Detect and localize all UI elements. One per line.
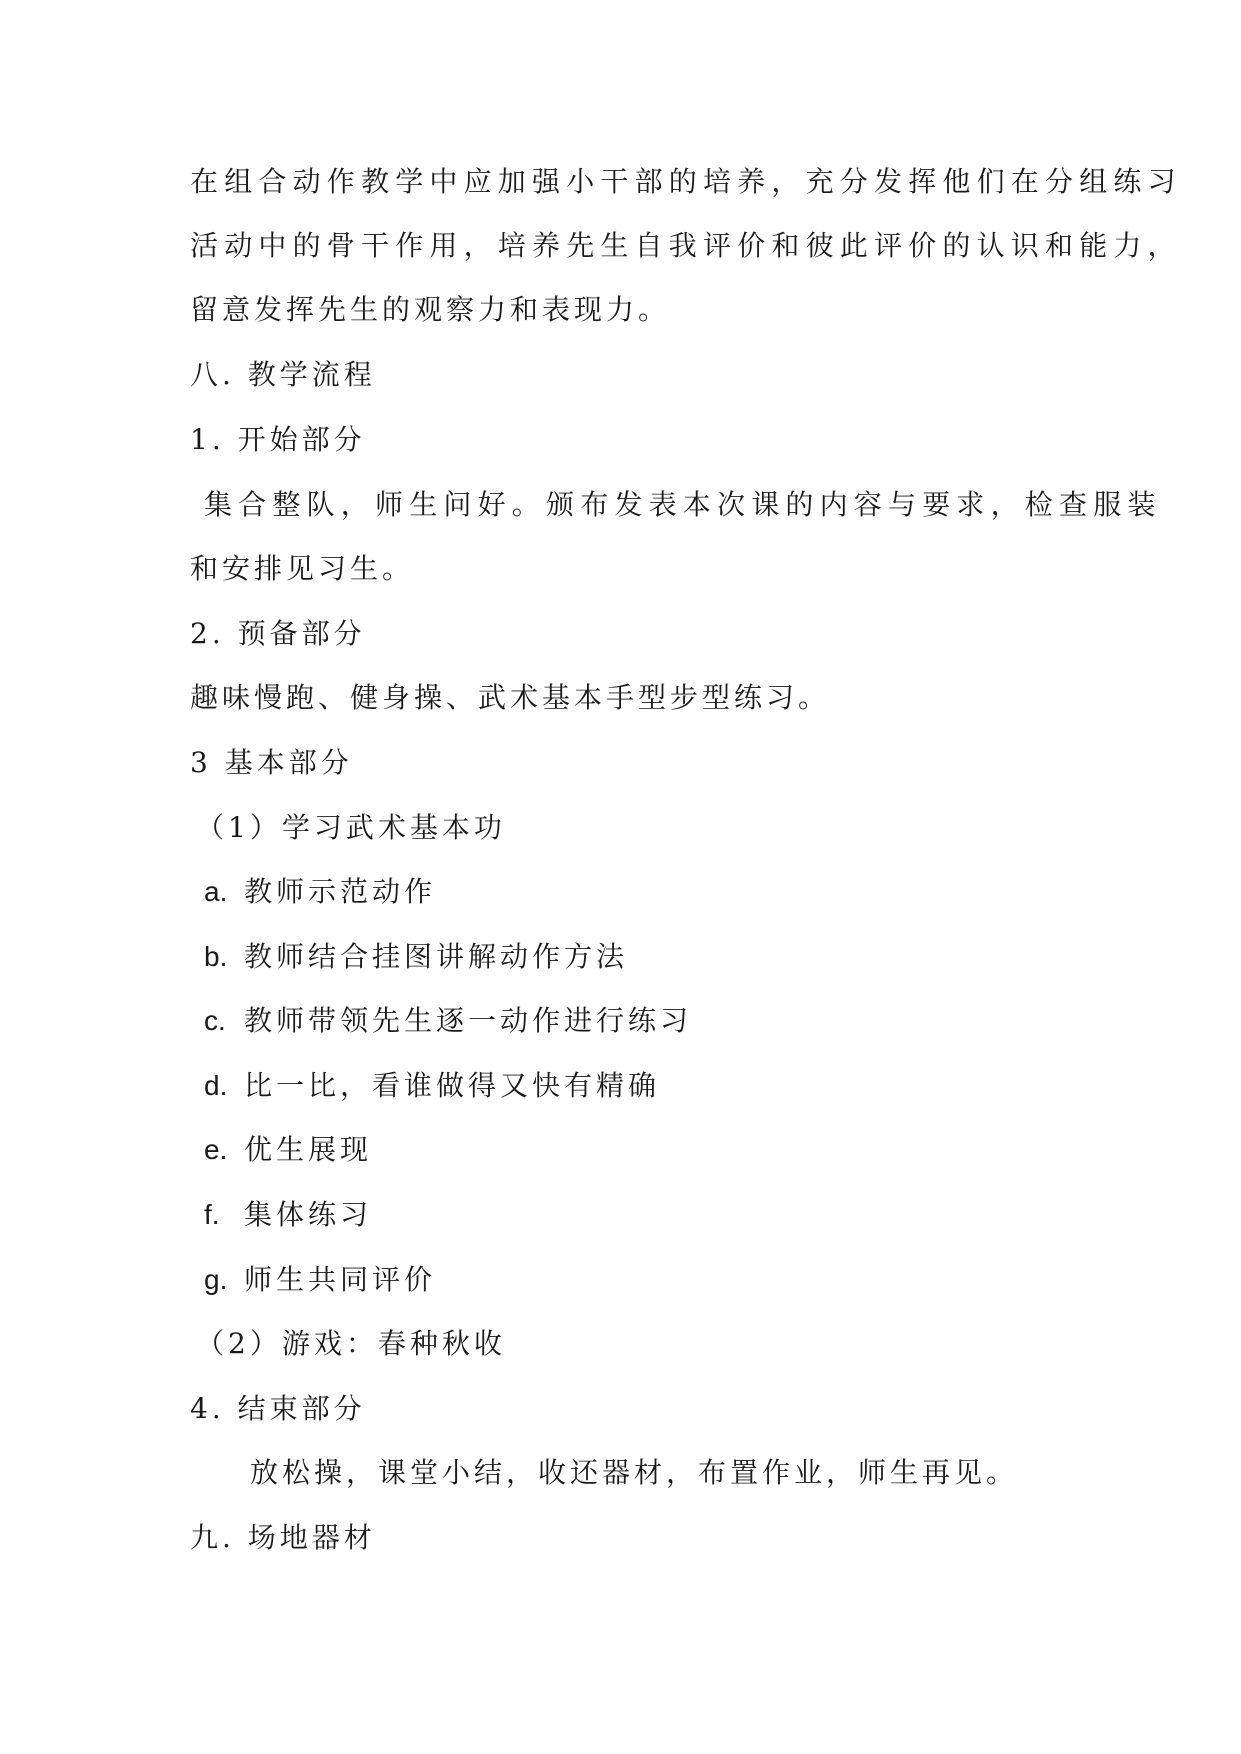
intro-line-3: 留意发挥先生的观察力和表现力。	[190, 293, 671, 326]
part-3-subsection-1: （1）学习武术基本功	[196, 811, 506, 844]
list-item-marker: d.	[204, 1070, 228, 1101]
part-1-text-line-1: 集合整队，师生问好。颁布发表本次课的内容与要求，检查服装	[204, 488, 1162, 521]
section-8-heading: 八. 教学流程	[190, 358, 376, 391]
list-item-text: 集体练习	[244, 1198, 373, 1231]
list-item-marker: e.	[204, 1134, 228, 1165]
part-4-text: 放松操，课堂小结，收还器材，布置作业，师生再见。	[250, 1456, 1019, 1489]
list-item-marker: c.	[204, 1005, 226, 1036]
list-item	[204, 872, 436, 912]
part-1-heading: 1. 开始部分	[190, 423, 366, 456]
list-item-text: 优生展现	[244, 1133, 373, 1166]
list-item-text: 比一比，看谁做得又快有精确	[244, 1069, 661, 1102]
list-item	[204, 1195, 372, 1235]
intro-line-2: 活动中的骨干作用，培养先生自我评价和彼此评价的认识和能力，	[190, 229, 1182, 262]
list-item-text: 教师示范动作	[244, 875, 437, 908]
list-item-text: 师生共同评价	[244, 1263, 437, 1296]
list-item	[204, 1066, 660, 1106]
list-item	[204, 1260, 436, 1300]
part-3-subsection-2: （2）游戏：春种秋收	[196, 1327, 506, 1360]
list-item	[204, 1001, 692, 1041]
list-item-text: 教师结合挂图讲解动作方法	[244, 940, 629, 973]
list-item-marker: b.	[204, 941, 228, 972]
list-item-marker: f.	[204, 1199, 220, 1230]
list-item-marker: a.	[204, 876, 228, 907]
list-item-text: 教师带领先生逐一动作进行练习	[244, 1004, 693, 1037]
part-4-heading: 4. 结束部分	[190, 1392, 366, 1425]
list-item	[204, 937, 628, 977]
part-2-heading: 2. 预备部分	[190, 617, 366, 650]
part-2-text: 趣味慢跑、健身操、武术基本手型步型练习。	[190, 681, 831, 714]
section-9-heading: 九. 场地器材	[190, 1521, 376, 1554]
list-item	[204, 1130, 372, 1170]
list-item-marker: g.	[204, 1264, 228, 1295]
intro-line-1: 在组合动作教学中应加强小干部的培养，充分发挥他们在分组练习	[190, 165, 1182, 198]
part-3-heading: 3 基本部分	[190, 746, 353, 779]
part-1-text-line-2: 和安排见习生。	[190, 552, 415, 585]
